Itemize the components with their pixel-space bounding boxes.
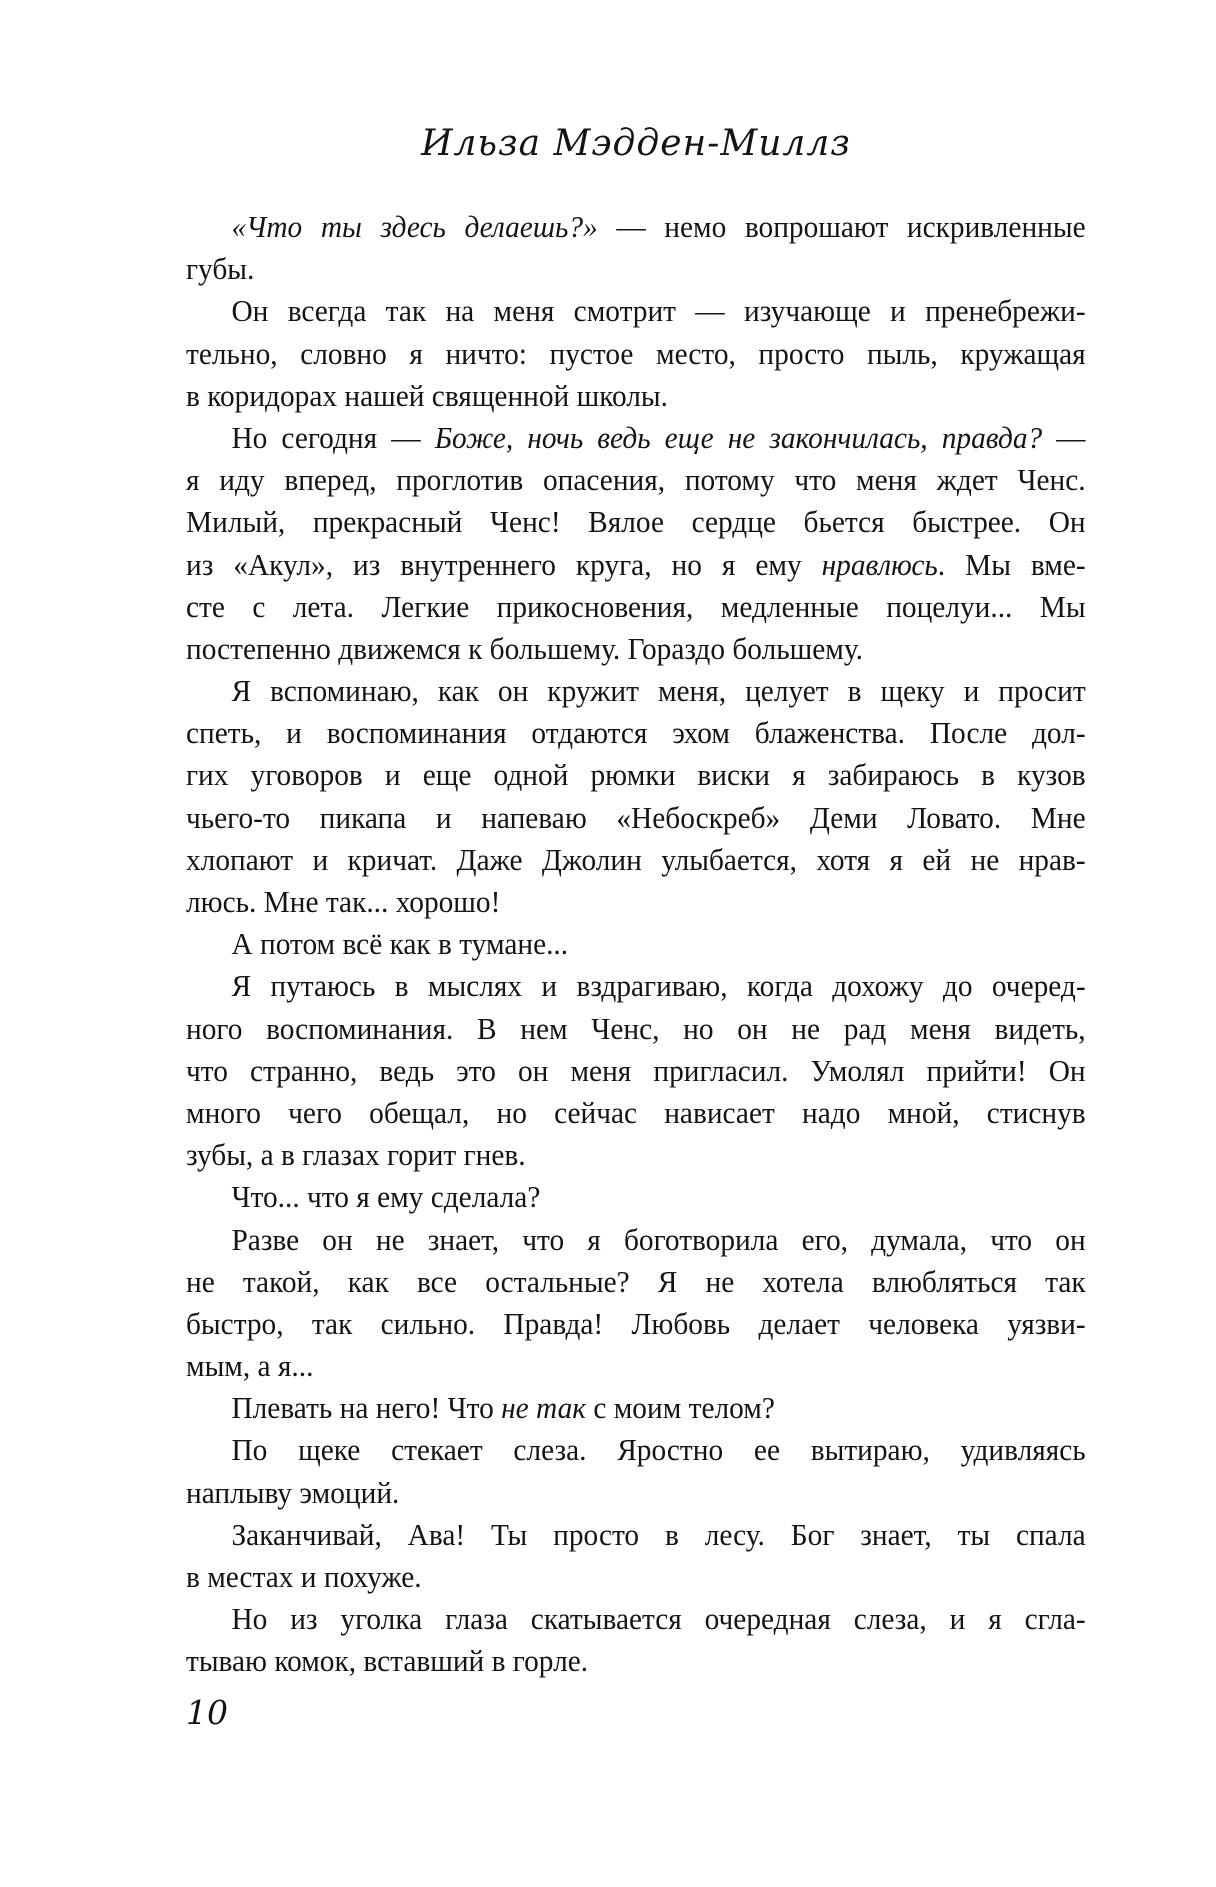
- text-line: [186, 628, 1086, 670]
- text-segment: хлопают и кричат. Даже Джолин улыбается, хотя я ей не нрав-: [186, 841, 1086, 877]
- text-segment: Но из уголка глаза скатывается очередная слеза, и я сгла-: [231, 1601, 1086, 1637]
- text-line: [186, 1556, 1086, 1598]
- text-segment: зубы, а в глазах горит гнев.: [186, 1137, 526, 1173]
- text-segment: А потом всё как в тумане...: [231, 926, 569, 962]
- running-header-author: Ильза Мэдден-Миллз: [421, 123, 851, 164]
- text-segment: тываю комок, вставший в горле.: [186, 1643, 589, 1679]
- text-segment: много чего обещал, но сейчас нависает надо мной, стиснув: [186, 1094, 1086, 1130]
- text-segment: сте с лета. Легкие прикосновения, медленные поцелуи... Мы: [186, 588, 1086, 624]
- text-line: [186, 1640, 1086, 1682]
- text-segment: быстро, так сильно. Правда! Любовь делает человека уязви-: [186, 1305, 1086, 1341]
- text-line: [186, 417, 1086, 459]
- text-line: [186, 965, 1086, 1007]
- italic-text-segment: нравлюсь: [821, 546, 938, 582]
- text-line: [186, 1429, 1086, 1471]
- text-segment: Он всегда так на меня смотрит — изучающе и пренебрежи-: [231, 293, 1086, 329]
- text-segment: что странно, ведь это он меня пригласил. Умолял прийти! Он: [186, 1052, 1086, 1088]
- text-line: [186, 1514, 1086, 1556]
- text-segment: в коридорах нашей священной школы.: [186, 377, 668, 413]
- text-line: [186, 1050, 1086, 1092]
- text-segment: Я вспоминаю, как он кружит меня, целует в щеку и просит: [231, 673, 1086, 709]
- text-line: [186, 1303, 1086, 1345]
- text-line: [186, 1345, 1086, 1387]
- text-segment: я иду вперед, проглотив опасения, потому что меня ждет Ченс.: [186, 462, 1086, 498]
- text-line: [186, 839, 1086, 881]
- text-line: [186, 206, 1086, 248]
- text-line: [186, 1008, 1086, 1050]
- text-segment: чьего-то пикапа и напеваю «Небоскреб» Деми Ловато. Мне: [186, 799, 1086, 835]
- text-line: [186, 544, 1086, 586]
- text-segment: Что... что я ему сделала?: [231, 1179, 541, 1215]
- text-segment: Заканчивай, Ава! Ты просто в лесу. Бог знает, ты спала: [231, 1516, 1086, 1552]
- text-line: [186, 1387, 1086, 1429]
- text-segment: с моим телом?: [586, 1390, 775, 1426]
- text-line: [186, 881, 1086, 923]
- text-line: [186, 459, 1086, 501]
- text-line: [186, 923, 1086, 965]
- text-line: [186, 586, 1086, 628]
- text-line: [186, 1092, 1086, 1134]
- text-segment: мым, а я...: [186, 1348, 314, 1384]
- text-line: [186, 375, 1086, 417]
- text-segment: наплыву эмоций.: [186, 1474, 400, 1510]
- text-line: [186, 248, 1086, 290]
- text-segment: Плевать на него! Что: [231, 1390, 502, 1426]
- text-line: [186, 333, 1086, 375]
- page-text: [186, 206, 1086, 1683]
- text-line: [186, 1176, 1086, 1218]
- text-segment: —: [1042, 419, 1086, 455]
- text-line: [186, 712, 1086, 754]
- text-segment: Разве он не знает, что я боготворила его, думала, что он: [231, 1221, 1086, 1257]
- text-line: [186, 1261, 1086, 1303]
- text-line: [186, 1472, 1086, 1514]
- text-segment: Милый, прекрасный Ченс! Вялое сердце бьется быстрее. Он: [186, 504, 1086, 540]
- text-segment: тельно, словно я ничто: пустое место, просто пыль, кружащая: [186, 335, 1086, 371]
- text-segment: По щеке стекает слеза. Яростно ее вытираю, удивляясь: [231, 1432, 1086, 1468]
- text-segment: гих уговоров и еще одной рюмки виски я забираюсь в кузов: [186, 757, 1086, 793]
- page-number: 10: [186, 1693, 228, 1732]
- text-line: [186, 797, 1086, 839]
- italic-text-segment: «Что ты здесь делаешь?»: [231, 209, 598, 244]
- text-segment: ного воспоминания. В нем Ченс, но он не рад меня видеть,: [186, 1010, 1086, 1046]
- text-segment: не такой, как все остальные? Я не хотела влюбляться так: [186, 1263, 1086, 1299]
- text-segment: люсь. Мне так... хорошо!: [186, 884, 501, 919]
- text-line: [186, 501, 1086, 543]
- text-segment: губы.: [186, 251, 255, 287]
- text-segment: в местах и похуже.: [186, 1559, 422, 1594]
- text-segment: из «Акул», из внутреннего круга, но я ему: [186, 546, 822, 582]
- text-segment: — немо вопрошают искривленные: [597, 209, 1086, 244]
- italic-text-segment: не так: [501, 1390, 587, 1426]
- text-segment: постепенно движемся к большему. Гораздо большему.: [186, 630, 863, 666]
- text-line: [186, 1134, 1086, 1176]
- text-segment: . Мы вме-: [937, 546, 1086, 582]
- text-segment: спеть, и воспоминания отдаются эхом блаженства. После дол-: [186, 715, 1086, 751]
- text-line: [186, 1219, 1086, 1261]
- text-line: [186, 670, 1086, 712]
- text-segment: Но сегодня —: [231, 419, 435, 455]
- italic-text-segment: Боже, ночь ведь еще не закончилась, правда?: [434, 419, 1043, 455]
- text-line: [186, 754, 1086, 796]
- text-line: [186, 290, 1086, 332]
- text-line: [186, 1598, 1086, 1640]
- text-segment: Я путаюсь в мыслях и вздрагиваю, когда дохожу до очеред-: [231, 968, 1086, 1004]
